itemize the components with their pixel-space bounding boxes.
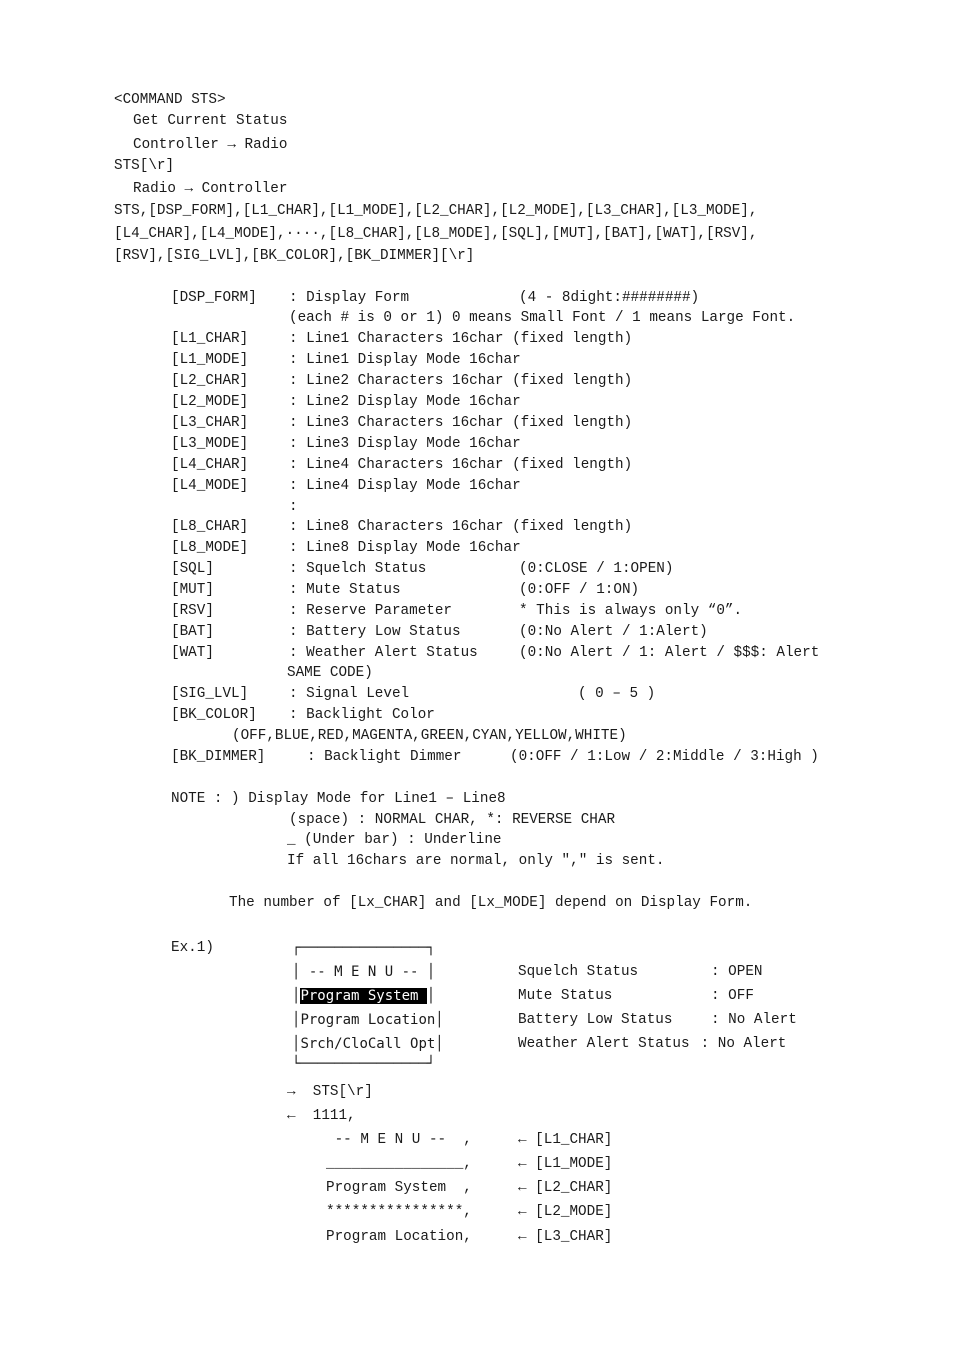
param-desc: : Display Form <box>289 290 410 306</box>
param-desc: : Line8 Display Mode 16char <box>289 540 521 556</box>
param-note: (0:No Alert / 1:Alert) <box>519 624 708 640</box>
param-note: (0:No Alert / 1: Alert / $$$: Alert <box>519 645 820 661</box>
param-name: [L3_CHAR] <box>171 415 249 431</box>
param-name: [RSV] <box>171 603 214 619</box>
display-box-top: ┌───────────────┐ <box>292 940 436 956</box>
response-field-ref: ← [L1_CHAR] <box>518 1132 613 1148</box>
param-desc: : Backlight Dimmer <box>307 749 462 765</box>
param-note: (4 - 8dight:########) <box>519 290 700 306</box>
param-desc: : Battery Low Status <box>289 624 461 640</box>
status-label: Squelch Status <box>518 964 690 980</box>
display-line: Srch/CloCall Opt <box>300 1036 436 1052</box>
response-field-ref: ← [L1_MODE] <box>518 1156 613 1172</box>
response-field-ref: ← [L2_CHAR] <box>518 1180 613 1196</box>
direction-radio-controller: Radio → Controller <box>133 181 288 197</box>
lx-note: The number of [Lx_CHAR] and [Lx_MODE] depend on Display Form. <box>229 895 753 911</box>
direction-controller-radio: Controller → Radio <box>133 137 288 153</box>
param-desc: : Line1 Display Mode 16char <box>289 352 521 368</box>
param-desc: : Signal Level <box>289 686 410 702</box>
status-value: : OPEN <box>711 964 763 980</box>
display-line: Program Location <box>300 1012 436 1028</box>
param-name: [L4_CHAR] <box>171 457 249 473</box>
param-name: [L8_CHAR] <box>171 519 249 535</box>
response-value: -- M E N U -- , <box>326 1132 472 1148</box>
response-value: ________________, <box>326 1156 472 1172</box>
param-desc: : Line4 Display Mode 16char <box>289 478 521 494</box>
status-label: Weather Alert Status <box>518 1036 690 1052</box>
param-desc: : Line8 Characters 16char (fixed length) <box>289 519 633 535</box>
param-desc: : Mute Status <box>289 582 401 598</box>
wat-continuation: SAME CODE) <box>287 665 373 681</box>
box-border-left: │ <box>292 1012 301 1028</box>
command-description: Get Current Status <box>133 113 288 129</box>
param-desc: : Line2 Display Mode 16char <box>289 394 521 410</box>
example-label: Ex.1) <box>171 940 214 956</box>
param-note: ( 0 – 5 ) <box>578 686 656 702</box>
box-border-left: │ <box>292 988 301 1004</box>
status-label: Mute Status <box>518 988 690 1004</box>
receive-response: ← 1111, <box>287 1108 356 1124</box>
note-line: _ (Under bar) : Underline <box>287 832 502 848</box>
status-value: : OFF <box>711 988 754 1004</box>
param-name: [L3_MODE] <box>171 436 249 452</box>
param-desc: : Line3 Characters 16char (fixed length) <box>289 415 633 431</box>
response-value: Program System , <box>326 1180 472 1196</box>
send-command: → STS[\r] <box>287 1084 373 1100</box>
status-value: : No Alert <box>692 1036 787 1052</box>
note-line: (space) : NORMAL CHAR, *: REVERSE CHAR <box>289 812 616 828</box>
display-box-row <box>292 987 435 1005</box>
param-desc: : Weather Alert Status <box>289 645 478 661</box>
param-name: [L8_MODE] <box>171 540 249 556</box>
box-border-right: │ <box>435 1012 444 1028</box>
box-border-left: │ <box>292 964 301 980</box>
response-field-ref: ← [L2_MODE] <box>518 1204 613 1220</box>
response-line-1: STS,[DSP_FORM],[L1_CHAR],[L1_MODE],[L2_CHAR],[L2_MODE],[L3_CHAR],[L3_MODE], <box>114 203 758 219</box>
param-desc: : Line1 Characters 16char (fixed length) <box>289 331 633 347</box>
response-value: Program Location, <box>326 1229 472 1245</box>
note-line: If all 16chars are normal, only "," is sent. <box>287 853 665 869</box>
response-value: ****************, <box>326 1204 472 1220</box>
param-name: [MUT] <box>171 582 214 598</box>
status-label: Battery Low Status <box>518 1012 690 1028</box>
param-note: * This is always only “0”. <box>519 603 743 619</box>
param-note: (0:OFF / 1:Low / 2:Middle / 3:High ) <box>510 749 819 765</box>
param-name: [L1_MODE] <box>171 352 249 368</box>
param-name: [BAT] <box>171 624 214 640</box>
param-desc: : Reserve Parameter <box>289 603 453 619</box>
command-syntax: STS[\r] <box>114 158 175 174</box>
display-box-bottom: └───────────────┘ <box>292 1056 436 1072</box>
param-desc: : Backlight Color <box>289 707 435 723</box>
param-name: [L2_MODE] <box>171 394 249 410</box>
param-name: [L2_CHAR] <box>171 373 249 389</box>
display-line: -- M E N U -- <box>300 964 427 980</box>
param-desc: : Line2 Characters 16char (fixed length) <box>289 373 633 389</box>
response-line-2: [L4_CHAR],[L4_MODE],····,[L8_CHAR],[L8_MODE],[SQL],[MUT],[BAT],[WAT],[RSV], <box>114 226 758 242</box>
display-box-row <box>292 1035 444 1053</box>
status-value: : No Alert <box>711 1012 797 1028</box>
param-note: (0:CLOSE / 1:OPEN) <box>519 561 674 577</box>
response-line-3: [RSV],[SIG_LVL],[BK_COLOR],[BK_DIMMER][\r] <box>114 248 475 264</box>
param-desc: : Squelch Status <box>289 561 427 577</box>
param-name: [L1_CHAR] <box>171 331 249 347</box>
param-name: [L4_MODE] <box>171 478 249 494</box>
response-field-ref: ← [L3_CHAR] <box>518 1229 613 1245</box>
display-line-selected: Program System <box>300 988 427 1004</box>
param-name: [SIG_LVL] <box>171 686 249 702</box>
box-border-right: │ <box>435 1036 444 1052</box>
param-desc: : Line4 Characters 16char (fixed length) <box>289 457 633 473</box>
param-note: (0:OFF / 1:ON) <box>519 582 640 598</box>
backlight-color-values: (OFF,BLUE,RED,MAGENTA,GREEN,CYAN,YELLOW,WHITE) <box>232 728 627 744</box>
param-desc: : <box>289 499 298 515</box>
param-desc: : Line3 Display Mode 16char <box>289 436 521 452</box>
box-border-left: │ <box>292 1036 301 1052</box>
note-title: NOTE : ) Display Mode for Line1 – Line8 <box>171 791 506 807</box>
param-name: [BK_COLOR] <box>171 707 257 723</box>
command-title: <COMMAND STS> <box>114 92 226 108</box>
box-border-right: │ <box>426 988 436 1004</box>
param-name: [SQL] <box>171 561 214 577</box>
param-name: [DSP_FORM] <box>171 290 257 306</box>
param-desc: (each # is 0 or 1) 0 means Small Font / 1 means Large Font. <box>289 310 796 326</box>
param-name: [WAT] <box>171 645 214 661</box>
box-border-right: │ <box>426 964 436 980</box>
param-name: [BK_DIMMER] <box>171 749 266 765</box>
display-box-row <box>292 1011 444 1029</box>
display-box-row <box>292 963 435 981</box>
